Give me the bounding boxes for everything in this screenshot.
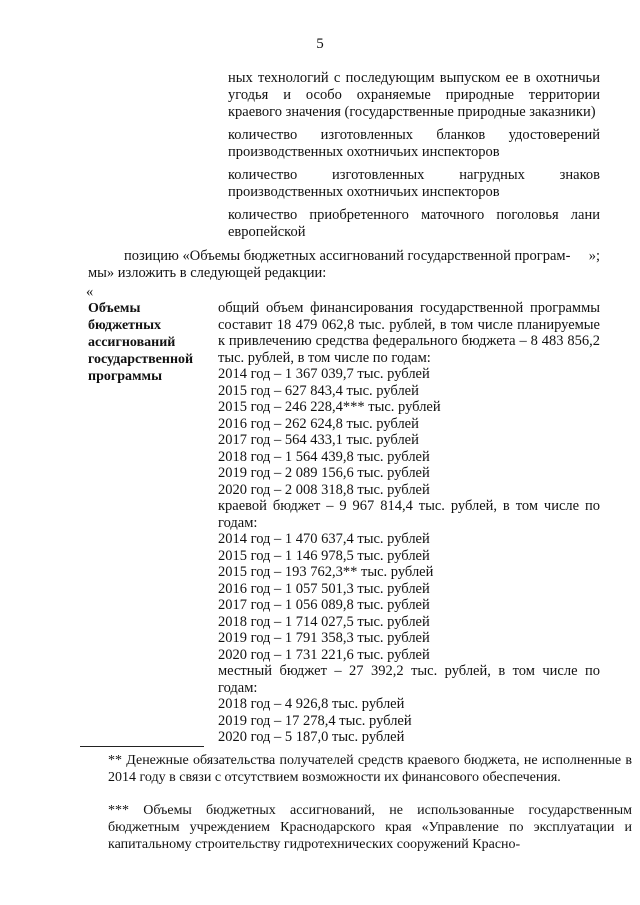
intro-line-1-end: »; [588, 248, 600, 264]
amendment-intro [88, 248, 600, 282]
federal-year-row: 2016 год – 262 624,8 тыс. рублей [218, 415, 419, 432]
indicator-list [228, 70, 600, 247]
section-label: Объемы бюджетных ассигнований государственной программы [88, 301, 194, 384]
regional-year-row: 2017 год – 1 056 089,8 тыс. рублей [218, 597, 430, 613]
intro-line-2: мы» изложить в следующей редакции: [88, 265, 327, 281]
regional-budget-text: краевой бюджет – 9 967 814,4 тыс. рублей, в том числе по годам: [218, 498, 600, 531]
list-item: ных технологий с последующим выпуском ее в охотничьи угодья и особо охраняемые природные территории краевого значения (государственные природные заказники) [228, 70, 600, 120]
local-budget-text: местный бюджет – 27 392,2 тыс. рублей, в том числе по годам: [218, 663, 600, 696]
federal-year-row: 2014 год – 1 367 039,7 тыс. рублей [218, 366, 430, 382]
federal-year-row: 2020 год – 2 008 318,8 тыс. рублей [218, 481, 430, 498]
list-item: количество приобретенного маточного поголовья лани европейской [228, 207, 600, 240]
list-item: количество изготовленных бланков удостоверений производственных охотничьих инспекторов [228, 127, 600, 160]
local-year-row: 2020 год – 5 187,0 тыс. рублей [218, 729, 405, 745]
footnote-double-star: ** Денежные обязательства получателей средств краевого бюджета, не исполненные в 2014 году в связи с отсутствием возможности их финансового обеспечения. [108, 753, 632, 785]
federal-year-row: 2019 год – 2 089 156,6 тыс. рублей [218, 465, 430, 481]
local-year-row: 2019 год – 17 278,4 тыс. рублей [218, 712, 412, 729]
footnote-triple-star: *** Объемы бюджетных ассигнований, не использованные государственным бюджетным учреждением Краснодарского края «Управление по эксплуатации и капитальному строительству гидротехнических сооружений Красно- [108, 803, 632, 852]
total-funding-text: общий объем финансирования государственной программы составит 18 479 062,8 тыс. рублей, в том числе планируемые к привлечению средства федерального бюджета – 8 483 856,2 тыс. рублей, в том числе по годам: [218, 300, 600, 366]
intro-line-1: позицию «Объемы бюджетных ассигнований государственной програм- [124, 248, 571, 264]
federal-year-row: 2015 год – 246 228,4*** тыс. рублей [218, 399, 441, 415]
regional-year-row: 2020 год – 1 731 221,6 тыс. рублей [218, 646, 430, 663]
list-item: количество изготовленных нагрудных знаков производственных охотничьих инспекторов [228, 167, 600, 200]
funding-content [218, 300, 600, 746]
regional-year-row: 2016 год – 1 057 501,3 тыс. рублей [218, 580, 430, 597]
federal-year-row: 2015 год – 627 843,4 тыс. рублей [218, 382, 419, 399]
page-number: 5 [316, 36, 324, 52]
regional-year-row: 2019 год – 1 791 358,3 тыс. рублей [218, 630, 430, 646]
federal-year-row: 2017 год – 564 433,1 тыс. рублей [218, 432, 419, 448]
footnote-divider [80, 746, 204, 747]
regional-year-row: 2015 год – 193 762,3** тыс. рублей [218, 564, 434, 580]
opening-quote: « [86, 284, 94, 300]
regional-year-row: 2015 год – 1 146 978,5 тыс. рублей [218, 547, 430, 564]
federal-year-row: 2018 год – 1 564 439,8 тыс. рублей [218, 448, 430, 465]
regional-year-row: 2018 год – 1 714 027,5 тыс. рублей [218, 613, 430, 630]
local-year-row: 2018 год – 4 926,8 тыс. рублей [218, 696, 405, 712]
regional-year-row: 2014 год – 1 470 637,4 тыс. рублей [218, 531, 430, 547]
